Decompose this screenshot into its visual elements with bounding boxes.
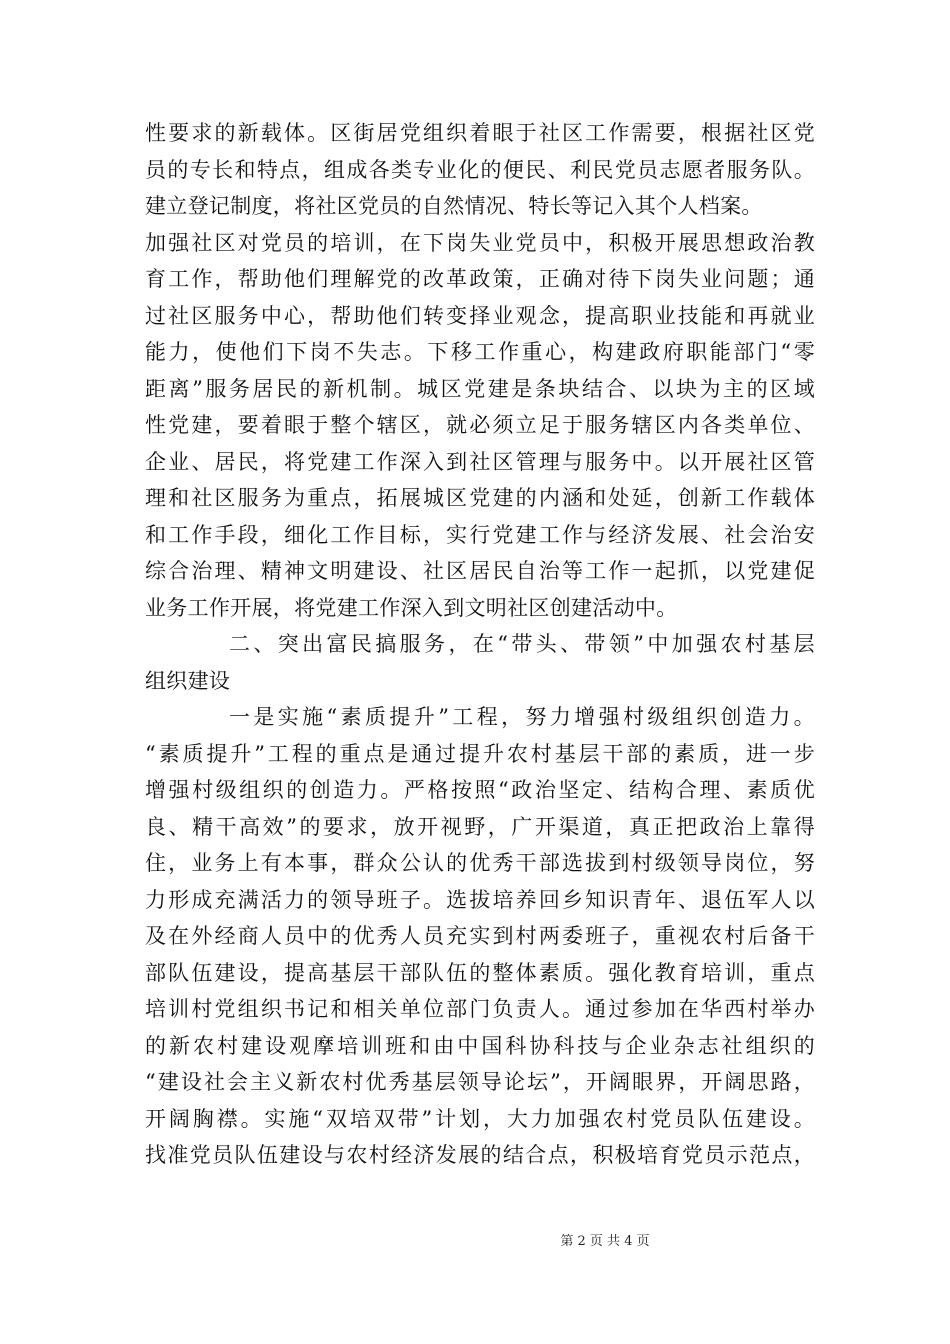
text-line: 组织建设 — [145, 668, 231, 693]
text-line: 力形成充满活力的领导班子。选拔培养回乡知识青年、退伍军人以 — [145, 887, 815, 912]
text-line: 增强村级组织的创造力。严格按照“政治坚定、结构合理、素质优 — [145, 778, 815, 802]
text-line: 二、突出富民搞服务，在“带头、带领”中加强农村基层 — [229, 632, 815, 656]
text-line: 加强社区对党员的培训，在下岗失业党员中，积极开展思想政治教 — [145, 230, 815, 255]
text-line: 距离”服务居民的新机制。城区党建是条块结合、以块为主的区域 — [145, 376, 815, 401]
text-line: 育工作，帮助他们理解党的改革政策，正确对待下岗失业问题；通 — [145, 267, 815, 291]
text-line: 能力，使他们下岗不失志。下移工作重心，构建政府职能部门“零 — [145, 340, 815, 364]
text-line: “素质提升”工程的重点是通过提升农村基层干部的素质，进一步 — [145, 741, 815, 766]
text-line: 业务工作开展，将党建工作深入到文明社区创建活动中。 — [145, 595, 678, 620]
text-line: 建立登记制度，将社区党员的自然情况、特长等记入其个人档案。 — [145, 194, 763, 218]
text-line: 一是实施“素质提升”工程，努力增强村级组织创造力。 — [229, 705, 815, 729]
text-line: “建设社会主义新农村优秀基层领导论坛”，开阔眼界，开阔思路， — [145, 1070, 815, 1094]
document-body — [145, 115, 815, 1174]
text-line: 企业、居民，将党建工作深入到社区管理与服务中。以开展社区管 — [145, 449, 815, 474]
text-line: 培训村党组织书记和相关单位部门负责人。通过参加在华西村举办 — [145, 997, 815, 1021]
text-line: 良、精干高效”的要求，放开视野，广开渠道，真正把政治上靠得 — [145, 814, 815, 839]
text-line: 住，业务上有本事，群众公认的优秀干部选拔到村级领导岗位，努 — [145, 851, 815, 875]
text-line: 部队伍建设，提高基层干部队伍的整体素质。强化教育培训，重点 — [145, 960, 815, 985]
text-line: 的新农村建设观摩培训班和由中国科协科技与企业杂志社组织的 — [145, 1033, 815, 1058]
page-number-footer: 第 2 页 共 4 页 — [560, 1234, 650, 1249]
text-line: 过社区服务中心，帮助他们转变择业观念，提高职业技能和再就业 — [145, 303, 815, 328]
text-line: 性党建，要着眼于整个辖区，就必须立足于服务辖区内各类单位、 — [145, 413, 815, 437]
text-line: 及在外经商人员中的优秀人员充实到村两委班子，重视农村后备干 — [145, 924, 815, 948]
text-line: 和工作手段，细化工作目标，实行党建工作与经济发展、社会治安 — [145, 522, 815, 547]
text-line: 性要求的新载体。区街居党组织着眼于社区工作需要，根据社区党 — [145, 121, 815, 145]
text-line: 开阔胸襟。实施“双培双带”计划，大力加强农村党员队伍建设。 — [145, 1106, 815, 1131]
text-line: 综合治理、精神文明建设、社区居民自治等工作一起抓，以党建促 — [145, 559, 815, 583]
text-line: 找准党员队伍建设与农村经济发展的结合点，积极培育党员示范点， — [145, 1143, 815, 1167]
text-line: 理和社区服务为重点，拓展城区党建的内涵和处延，创新工作载体 — [145, 486, 815, 510]
text-line: 员的专长和特点，组成各类专业化的便民、利民党员志愿者服务队。 — [145, 157, 815, 182]
